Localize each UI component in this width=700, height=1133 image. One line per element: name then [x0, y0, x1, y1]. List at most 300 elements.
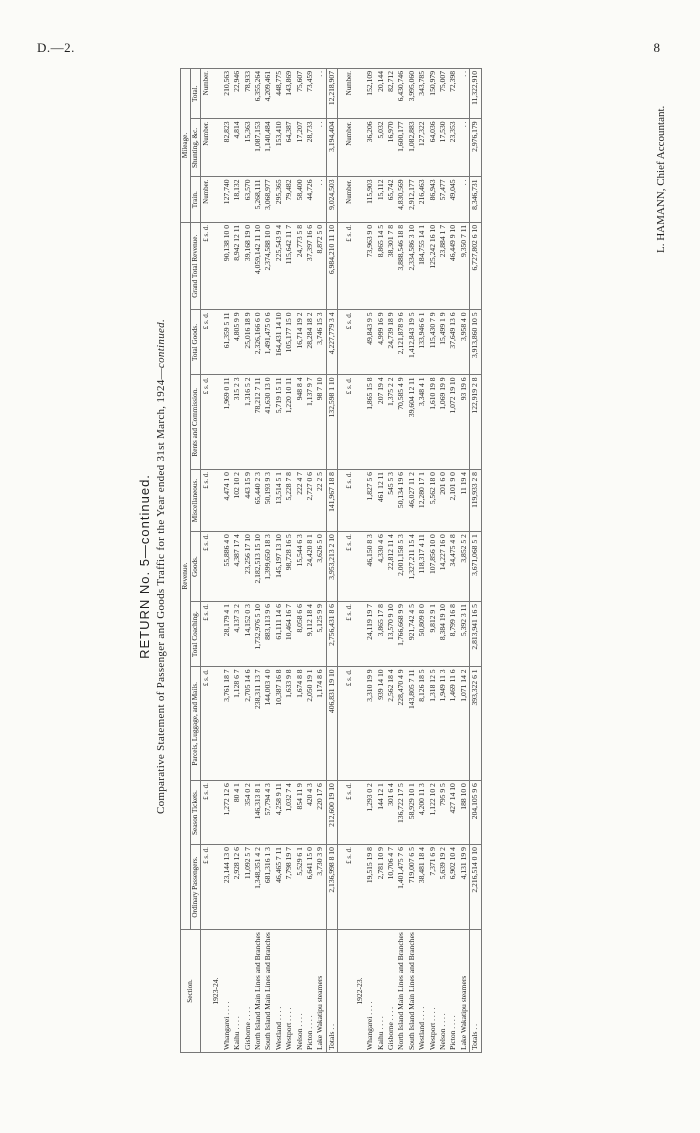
row-cell: 343,785 [417, 69, 427, 119]
group-blank [211, 667, 221, 781]
group-blank [211, 310, 221, 375]
row-cell: 93 19 6 [459, 375, 470, 470]
row-cell: 150,979 [428, 69, 438, 119]
row-cell: 207 19 4 [376, 375, 386, 470]
row-cell: 7,371 6 9 [428, 845, 438, 930]
row-cell: 133,946 6 1 [417, 310, 427, 375]
row-cell: 107,856 10 0 [428, 532, 438, 602]
group-blank [211, 470, 221, 532]
totals-cell: 8,346,731 [470, 177, 481, 222]
row-cell: 15,363 [243, 119, 253, 177]
row-cell: 315 2 3 [232, 375, 242, 470]
row-cell: 15,499 1 9 [438, 310, 448, 375]
group-row [211, 69, 221, 1053]
row-cell: 75,607 [295, 69, 305, 119]
traffic-table [180, 68, 482, 1053]
col-rents: Rents and Commission. [191, 375, 201, 470]
row-cell: 1,399,650 18 3 [263, 532, 273, 602]
row-cell: 118,317 4 11 [417, 532, 427, 602]
row-cell: 948 8 4 [295, 375, 305, 470]
row-cell: 10,464 16 7 [284, 602, 294, 667]
table-row [232, 69, 242, 1053]
row-cell: 2,182,513 15 10 [253, 532, 263, 602]
row-cell: 61,359 5 11 [222, 310, 232, 375]
row-cell: 146,313 8 1 [253, 781, 263, 845]
signature: L. HAMANN, Chief Accountant. [655, 105, 667, 253]
row-cell: 4,258 9 11 [274, 781, 284, 845]
row-cell: 1,069 19 9 [438, 375, 448, 470]
row-section: Westport . . . . [284, 930, 294, 1053]
row-cell: 4,387 17 4 [232, 532, 242, 602]
table-row [396, 69, 406, 1053]
row-cell: 1,600,177 [396, 119, 406, 177]
row-cell: 1,174 8 6 [315, 667, 326, 781]
col-shunting: Shunting, &c. [191, 119, 201, 177]
row-section: Westland . . . . [274, 930, 284, 1053]
row-cell: 2,912,177 [407, 177, 417, 222]
row-cell: 4,137 3 2 [232, 602, 242, 667]
row-cell: 1,318 12 5 [428, 667, 438, 781]
totals-cell: 6,727,802 6 10 [470, 222, 481, 310]
group-blank [211, 375, 221, 470]
row-cell: 82,712 [386, 69, 396, 119]
row-cell: 145,197 13 10 [274, 532, 284, 602]
row-cell: 8,942 12 11 [232, 222, 242, 310]
row-cell: 2,727 0 6 [305, 470, 315, 532]
group-blank [211, 781, 221, 845]
row-cell: 448,775 [274, 69, 284, 119]
row-cell: 22 2 5 [315, 470, 326, 532]
row-section: Nelson . . . . [295, 930, 305, 1053]
table-body [201, 69, 482, 1053]
row-cell: 2,121,878 9 6 [396, 310, 406, 375]
row-section: Picton . . . . [305, 930, 315, 1053]
row-cell: 1,032 7 4 [284, 781, 294, 845]
row-cell: 9,350 7 11 [459, 222, 470, 310]
row-cell: 72,398 [448, 69, 458, 119]
row-cell: 3,068,977 [263, 177, 273, 222]
row-cell: 443 15 9 [243, 470, 253, 532]
row-cell: 4,330 4 6 [376, 532, 386, 602]
row-cell: 78,933 [243, 69, 253, 119]
row-cell: 78,212 7 11 [253, 375, 263, 470]
row-cell: 4,059,142 11 10 [253, 222, 263, 310]
table-row [243, 69, 253, 1053]
totals-cell: 119,933 2 8 [470, 470, 481, 532]
group-blank [355, 781, 365, 845]
row-cell: 17,530 [438, 119, 448, 177]
totals-cell: 3,953,213 2 10 [326, 532, 337, 602]
row-cell: 64,036 [428, 119, 438, 177]
units-blank [344, 930, 354, 1053]
row-cell: 125,242 16 10 [428, 222, 438, 310]
col-total: Total. [191, 69, 201, 119]
row-cell: 143,869 [284, 69, 294, 119]
row-cell: 11,092 5 7 [243, 845, 253, 930]
totals-cell: 2,976,179 [470, 119, 481, 177]
row-cell: 5,228 7 8 [284, 470, 294, 532]
unit-number: Number. [201, 69, 212, 119]
document-code: D.—2. [37, 40, 75, 55]
row-cell: 6,641 15 0 [305, 845, 315, 930]
col-group-revenue: Revenue. [181, 222, 191, 929]
row-cell: 14,227 16 0 [438, 532, 448, 602]
row-cell: 4,200 11 3 [417, 781, 427, 845]
row-cell: 16,970 [386, 119, 396, 177]
units-row [201, 69, 212, 1053]
row-cell: 15,112 [376, 177, 386, 222]
row-cell: 5,562 18 0 [428, 470, 438, 532]
row-cell: 545 5 3 [386, 470, 396, 532]
row-cell: 28,733 [305, 119, 315, 177]
table-row [448, 69, 458, 1053]
row-cell: 1,401,475 7 6 [396, 845, 406, 930]
row-cell: 115,430 7 9 [428, 310, 438, 375]
row-cell: 143,805 7 11 [407, 667, 417, 781]
return-title: RETURN No. 5—continued. [137, 474, 152, 659]
row-cell: 4,814 [232, 119, 242, 177]
table-row [305, 69, 315, 1053]
unit-lsd: £ s. d. [344, 667, 354, 781]
row-cell: 50,134 19 6 [396, 470, 406, 532]
row-cell: 153,410 [274, 119, 284, 177]
page-number: 8 [653, 40, 660, 55]
row-cell: 28,284 18 2 [305, 310, 315, 375]
row-cell: 58,929 10 1 [407, 781, 417, 845]
row-cell: 20,144 [376, 69, 386, 119]
row-cell: 681,316 1 3 [263, 845, 273, 930]
table-row [376, 69, 386, 1053]
col-misc: Miscellaneous. [191, 470, 201, 532]
row-cell: 295,365 [274, 177, 284, 222]
row-cell: 13,570 9 10 [386, 602, 396, 667]
table-row [438, 69, 448, 1053]
row-cell: . . [459, 177, 470, 222]
row-cell: 102 10 2 [232, 470, 242, 532]
row-cell: 23,256 17 10 [243, 532, 253, 602]
row-cell: 24,739 18 9 [386, 310, 396, 375]
row-cell: 49,045 [448, 177, 458, 222]
row-cell: 1,949 11 3 [438, 667, 448, 781]
row-cell: 64,387 [284, 119, 294, 177]
group-blank [211, 532, 221, 602]
row-cell: 3,958 4 0 [459, 310, 470, 375]
row-cell: 2,374,588 10 0 [263, 222, 273, 310]
row-cell: 105,177 15 0 [284, 310, 294, 375]
unit-lsd: £ s. d. [344, 845, 354, 930]
totals-cell: 11,322,910 [470, 69, 481, 119]
table-row [222, 69, 232, 1053]
row-cell: 4,999 16 9 [376, 310, 386, 375]
row-cell: 1,071 14 2 [459, 667, 470, 781]
row-section: Kaihu . . . . [232, 930, 242, 1053]
row-cell: 719,007 6 5 [407, 845, 417, 930]
row-cell: 301 6 4 [386, 781, 396, 845]
row-cell: 8,865 14 5 [376, 222, 386, 310]
unit-number: Number. [201, 119, 212, 177]
table-row [407, 69, 417, 1053]
row-cell: 57,477 [438, 177, 448, 222]
row-cell: 201 6 0 [438, 470, 448, 532]
row-cell: 10,387 16 8 [274, 667, 284, 781]
row-cell: 1,316 5 2 [243, 375, 253, 470]
row-cell: 34,475 4 8 [448, 532, 458, 602]
row-cell: 8,872 5 0 [315, 222, 326, 310]
totals-cell: 3,913,860 10 5 [470, 310, 481, 375]
row-cell: 37,397 16 6 [305, 222, 315, 310]
totals-cell: 2,813,941 16 5 [470, 602, 481, 667]
row-cell: 184,755 14 1 [417, 222, 427, 310]
row-cell: 5,032 [376, 119, 386, 177]
row-cell: 2,705 14 6 [243, 667, 253, 781]
row-cell: 3,888,546 18 8 [396, 222, 406, 310]
row-cell: 22,812 11 4 [386, 532, 396, 602]
row-cell: 8,384 19 10 [438, 602, 448, 667]
row-cell: 3,865 17 8 [376, 602, 386, 667]
totals-cell: 12,218,907 [326, 69, 337, 119]
row-cell: 127,322 [417, 119, 427, 177]
col-grand-total: Grand Total Revenue. [191, 222, 201, 310]
group-blank [355, 667, 365, 781]
row-cell: 18,132 [232, 177, 242, 222]
unit-lsd: £ s. d. [201, 222, 212, 310]
totals-cell: 6,984,210 11 10 [326, 222, 337, 310]
row-section: Picton . . . . [448, 930, 458, 1053]
row-section: South Island Main Lines and Branches [407, 930, 417, 1053]
row-cell: 90,138 10 0 [222, 222, 232, 310]
row-cell: 216,463 [417, 177, 427, 222]
row-cell: 80 4 1 [232, 781, 242, 845]
totals-cell: 122,919 2 8 [470, 375, 481, 470]
table-row [274, 69, 284, 1053]
table-row [315, 69, 326, 1053]
row-section: Lake Wakatipu steamers [315, 930, 326, 1053]
unit-lsd: £ s. d. [201, 470, 212, 532]
unit-lsd: £ s. d. [201, 667, 212, 781]
units-blank [201, 930, 212, 1053]
group-blank [211, 845, 221, 930]
row-cell: 24,773 5 8 [295, 222, 305, 310]
row-cell: 220 17 6 [315, 781, 326, 845]
row-cell: 3,852 5 2 [459, 532, 470, 602]
row-cell: 5,392 3 11 [459, 602, 470, 667]
totals-label: Totals . . [326, 930, 337, 1053]
row-cell: 75,007 [438, 69, 448, 119]
row-cell: 24,420 8 1 [305, 532, 315, 602]
row-cell: 4,830,569 [396, 177, 406, 222]
group-row [355, 69, 365, 1053]
row-cell: 6,355,264 [253, 69, 263, 119]
row-cell: 1,087,153 [253, 119, 263, 177]
row-cell: 136,722 17 5 [396, 781, 406, 845]
row-cell: 1,633 9 8 [284, 667, 294, 781]
row-cell: 1,072 19 10 [448, 375, 458, 470]
row-cell: 2,928 12 6 [232, 845, 242, 930]
row-cell: 3,310 19 9 [365, 667, 375, 781]
unit-lsd: £ s. d. [344, 532, 354, 602]
row-cell: 6,902 10 4 [448, 845, 458, 930]
totals-cell: 141,967 18 8 [326, 470, 337, 532]
group-blank [211, 602, 221, 667]
row-cell: 55,886 4 0 [222, 532, 232, 602]
row-cell: 9,812 9 1 [428, 602, 438, 667]
totals-cell: 3,194,404 [326, 119, 337, 177]
totals-row [326, 69, 337, 1053]
row-section: Whangarei . . . . [365, 930, 375, 1053]
table-row [386, 69, 396, 1053]
group-blank [355, 310, 365, 375]
unit-number: Number. [344, 119, 354, 177]
totals-row [470, 69, 481, 1053]
totals-cell: 204,105 9 6 [470, 781, 481, 845]
row-cell: 8,126 18 5 [417, 667, 427, 781]
row-cell: 61,111 14 6 [274, 602, 284, 667]
row-cell: 5,529 6 1 [295, 845, 305, 930]
row-cell: 23,144 13 0 [222, 845, 232, 930]
row-cell: 8,799 16 8 [448, 602, 458, 667]
row-cell: 79,482 [284, 177, 294, 222]
unit-lsd: £ s. d. [344, 470, 354, 532]
row-cell: . . [315, 119, 326, 177]
row-section: Westland . . . . [417, 930, 427, 1053]
group-blank [211, 119, 221, 177]
row-cell: 70,585 4 9 [396, 375, 406, 470]
row-cell: 50,809 8 0 [417, 602, 427, 667]
row-cell: 2,781 10 9 [376, 845, 386, 930]
row-cell: 2,050 19 1 [305, 667, 315, 781]
row-cell: 144 12 1 [376, 781, 386, 845]
group-blank [211, 69, 221, 119]
row-cell: 4,209,461 [263, 69, 273, 119]
unit-lsd: £ s. d. [201, 375, 212, 470]
unit-number: Number. [201, 177, 212, 222]
row-cell: 63,570 [243, 177, 253, 222]
group-blank [355, 222, 365, 310]
row-cell: 36,206 [365, 119, 375, 177]
unit-lsd: £ s. d. [344, 781, 354, 845]
unit-lsd: £ s. d. [201, 845, 212, 930]
row-cell: 420 4 3 [305, 781, 315, 845]
row-section: Gisborne . . . . [386, 930, 396, 1053]
row-cell: 28,179 4 1 [222, 602, 232, 667]
row-cell: 25,016 18 9 [243, 310, 253, 375]
row-cell: 1,469 11 6 [448, 667, 458, 781]
table-row [365, 69, 375, 1053]
totals-cell: 2,136,998 8 10 [326, 845, 337, 930]
row-cell: 1,140,484 [263, 119, 273, 177]
row-cell: 14,152 0 3 [243, 602, 253, 667]
row-cell: 65,440 2 3 [253, 470, 263, 532]
row-cell: 6,430,746 [396, 69, 406, 119]
row-cell: 164,431 14 10 [274, 310, 284, 375]
row-cell: 228,470 4 9 [396, 667, 406, 781]
table-row [295, 69, 305, 1053]
row-cell: 461 12 11 [376, 470, 386, 532]
row-cell: 3,761 18 7 [222, 667, 232, 781]
unit-lsd: £ s. d. [344, 375, 354, 470]
row-cell: 1,674 8 8 [295, 667, 305, 781]
table-row [284, 69, 294, 1053]
row-section: North Island Main Lines and Branches [396, 930, 406, 1053]
row-cell: 46,465 7 11 [274, 845, 284, 930]
row-cell: 15,544 6 3 [295, 532, 305, 602]
row-cell: 354 0 2 [243, 781, 253, 845]
unit-lsd: £ s. d. [201, 532, 212, 602]
row-cell: 11 19 4 [459, 470, 470, 532]
group-blank [355, 470, 365, 532]
col-train: Train. [191, 177, 201, 222]
row-cell: . . [459, 119, 470, 177]
row-cell: 1,766,668 9 9 [396, 602, 406, 667]
group-blank [211, 177, 221, 222]
row-cell: 38,481 18 4 [417, 845, 427, 930]
row-cell: 49,843 9 5 [365, 310, 375, 375]
row-cell: 41,630 13 0 [263, 375, 273, 470]
row-cell: 3,746 15 3 [315, 310, 326, 375]
row-cell: 854 11 9 [295, 781, 305, 845]
row-cell: 1,348,351 4 2 [253, 845, 263, 930]
row-cell: 2,001,158 5 3 [396, 532, 406, 602]
row-cell: 3,348 4 1 [417, 375, 427, 470]
group-label: 1922-23. [355, 930, 365, 1053]
row-cell: 939 14 10 [376, 667, 386, 781]
totals-cell: 393,322 6 1 [470, 667, 481, 781]
col-parcels: Parcels, Luggage, and Mails. [191, 667, 201, 781]
totals-cell: 9,024,503 [326, 177, 337, 222]
table-row [253, 69, 263, 1053]
row-section: Nelson . . . . [438, 930, 448, 1053]
row-cell: 883,113 9 6 [263, 602, 273, 667]
row-cell: 12,280 17 1 [417, 470, 427, 532]
row-cell: 65,742 [386, 177, 396, 222]
row-cell: 1,732,976 5 10 [253, 602, 263, 667]
row-cell: 1,128 6 7 [232, 667, 242, 781]
unit-lsd: £ s. d. [344, 602, 354, 667]
row-cell: . . [315, 69, 326, 119]
row-cell: 17,207 [295, 119, 305, 177]
row-cell: 127,740 [222, 177, 232, 222]
row-cell: 98,728 16 5 [284, 532, 294, 602]
table-row [428, 69, 438, 1053]
unit-lsd: £ s. d. [201, 781, 212, 845]
row-cell: 4,131 19 9 [459, 845, 470, 930]
col-goods: Goods. [191, 532, 201, 602]
row-section: Whangarei . . . . [222, 930, 232, 1053]
row-cell: 39,168 19 0 [243, 222, 253, 310]
row-cell: 210,563 [222, 69, 232, 119]
row-cell: 1,969 0 11 [222, 375, 232, 470]
row-cell: 1,272 12 6 [222, 781, 232, 845]
unit-number: Number. [344, 177, 354, 222]
row-cell: 238,311 13 7 [253, 667, 263, 781]
totals-cell: 3,671,068 5 1 [470, 532, 481, 602]
row-cell: 38,301 7 8 [386, 222, 396, 310]
row-cell: 5,268,111 [253, 177, 263, 222]
row-cell: 37,649 13 6 [448, 310, 458, 375]
group-blank [355, 845, 365, 930]
row-cell: 73,963 9 0 [365, 222, 375, 310]
row-section: Westport . . . . [428, 930, 438, 1053]
row-cell: 57,794 4 3 [263, 781, 273, 845]
totals-cell: 406,831 19 10 [326, 667, 337, 781]
row-cell: 1,220 10 11 [284, 375, 294, 470]
row-cell: 2,101 9 0 [448, 470, 458, 532]
totals-label: Totals . . [470, 930, 481, 1053]
group-blank [355, 69, 365, 119]
col-group-mileage: Mileage. [181, 69, 191, 223]
row-section: South Island Main Lines and Branches [263, 930, 273, 1053]
row-cell: 86,943 [428, 177, 438, 222]
